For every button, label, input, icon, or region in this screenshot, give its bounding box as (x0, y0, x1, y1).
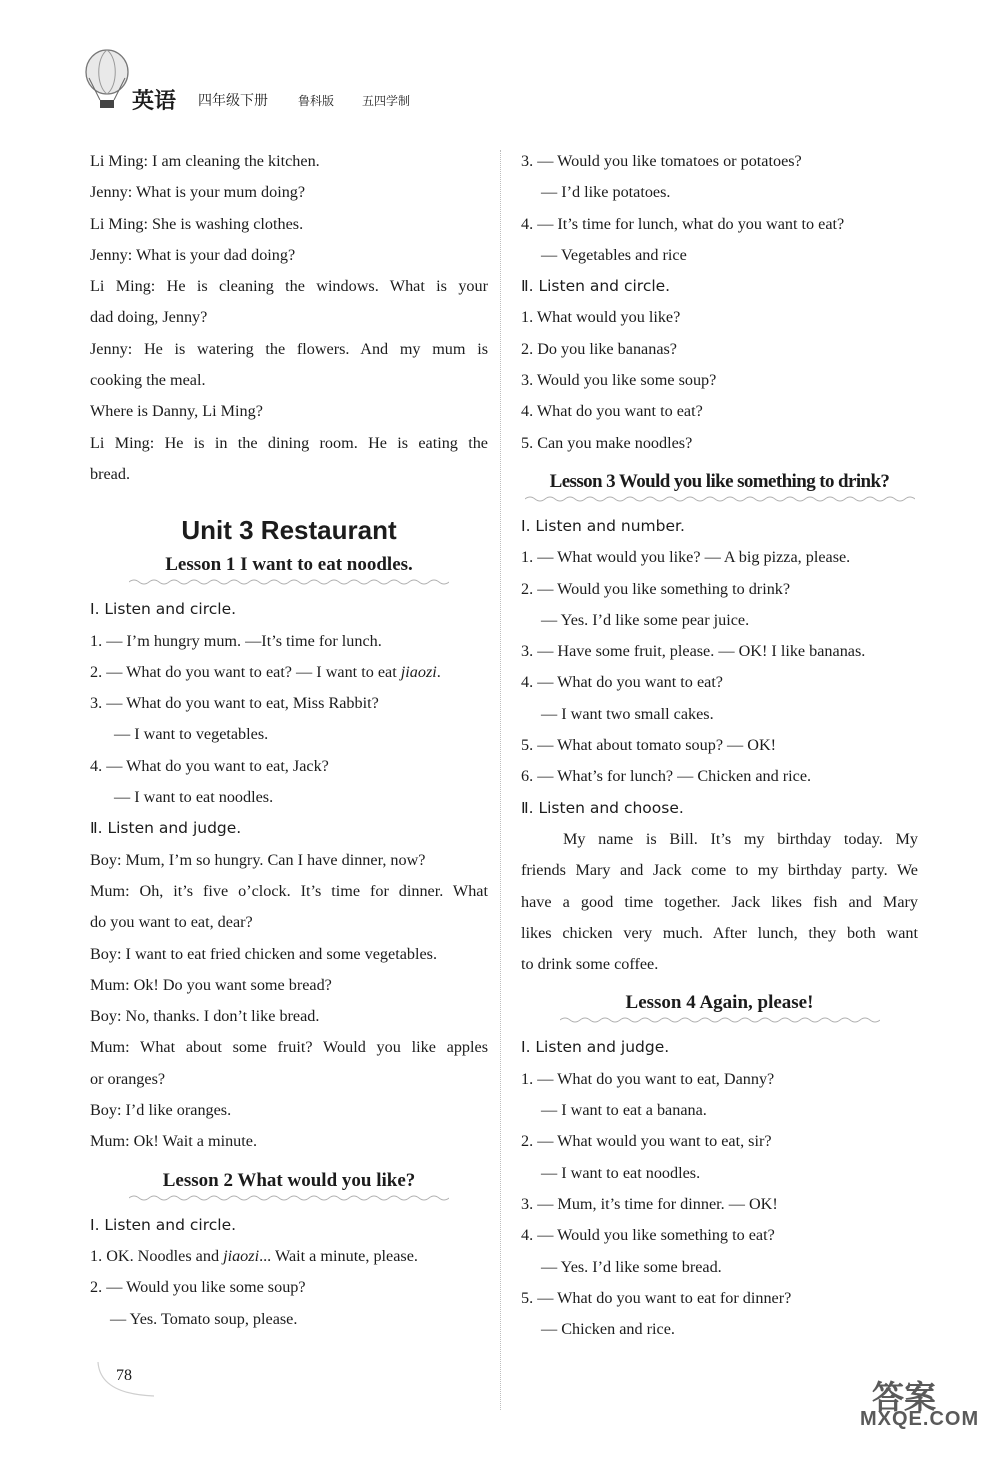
text-line: 5. — What about tomato soup? — OK! (521, 736, 777, 755)
text-line: 2. — What would you want to eat, sir? (521, 1132, 772, 1151)
lesson-title: Lesson 4 Again, please! (625, 992, 814, 1014)
text-line: — Chicken and rice. (541, 1320, 675, 1339)
text-line: 1. What would you like? (521, 308, 681, 327)
wavy-underline-icon (129, 1194, 449, 1202)
right-column (521, 146, 918, 1345)
page-number: 78 (116, 1367, 132, 1384)
text-line: Jenny: What is your mum doing? (90, 183, 306, 202)
text-line: 3. — What do you want to eat, Miss Rabbit? (90, 694, 379, 713)
text-line: 2. — Would you like some soup? (90, 1278, 306, 1297)
text-line: Where is Danny, Li Ming? (90, 402, 263, 421)
edition-label: 鲁科版 (298, 94, 335, 108)
lesson-title: Lesson 2 What would you like? (162, 1169, 416, 1191)
text-line: — Yes. I’d like some pear juice. (541, 610, 750, 629)
wavy-underline-icon (560, 1016, 880, 1024)
watermark-site: MXQE.COM (860, 1408, 980, 1430)
text-line: 1. — What would you like? — A big pizza, please. (521, 548, 851, 567)
text-line: Mum: Ok! Do you want some bread? (90, 975, 332, 994)
text-segment: 2. — What do you want to eat? — I want to eat (90, 662, 397, 681)
subject-title: 英语 (132, 89, 177, 114)
text-line: cooking the meal. (90, 371, 206, 390)
text-line: or oranges? (90, 1069, 166, 1088)
text-line: — I want to vegetables. (114, 725, 269, 744)
italic-word: jiaozi (400, 662, 437, 681)
text-line: 6. — What’s for lunch? — Chicken and rice. (521, 767, 812, 786)
text-line: Boy: Mum, I’m so hungry. Can I have dinner, now? (90, 850, 426, 869)
section-heading: Ⅰ. Listen and circle. (90, 600, 237, 619)
text-line: — I want to eat noodles. (114, 788, 274, 807)
text-line: Li Ming: He is cleaning the windows. What is your (90, 277, 488, 296)
text-line: Jenny: What is your dad doing? (90, 245, 296, 264)
left-column (90, 146, 488, 1335)
text-line: Mum: Oh, it’s five o’clock. It’s time for dinner. What (90, 881, 488, 900)
lesson-title: Lesson 1 I want to eat noodles. (165, 554, 413, 576)
section-heading: Ⅱ. Listen and judge. (90, 819, 242, 838)
text-line: Boy: I want to eat fried chicken and some vegetables. (90, 944, 438, 963)
text-line (90, 1241, 488, 1272)
text-line: dad doing, Jenny? (90, 308, 208, 327)
text-line: 4. — What do you want to eat? (521, 673, 723, 692)
section-heading: Ⅰ. Listen and number. (521, 516, 685, 535)
text-line: 2. — Would you like something to drink? (521, 579, 791, 598)
text-line: Jenny: He is watering the flowers. And my mum is (90, 339, 488, 358)
text-line: — Yes. I’d like some bread. (541, 1257, 722, 1276)
text-line: Li Ming: I am cleaning the kitchen. (90, 152, 320, 170)
text-line: 4. — What do you want to eat, Jack? (90, 756, 329, 775)
text-line: 1. — I’m hungry mum. —It’s time for lunch. (90, 631, 382, 650)
text-line: — Yes. Tomato soup, please. (110, 1309, 298, 1328)
column-divider (500, 150, 501, 1410)
text-line: Mum: Ok! Wait a minute. (90, 1132, 257, 1151)
text-line: Li Ming: He is in the dining room. He is eating the (90, 433, 488, 452)
text-line: 3. — Mum, it’s time for dinner. — OK! (521, 1194, 778, 1213)
text-line: — I want to eat a banana. (541, 1101, 707, 1120)
watermark-logo: 答案 (872, 1378, 937, 1416)
text-line: — Vegetables and rice (541, 245, 687, 264)
text-line: 3. — Have some fruit, please. — OK! I like bananas. (521, 642, 866, 661)
section-heading: Ⅱ. Listen and choose. (521, 798, 684, 817)
paragraph-line: likes chicken very much. After lunch, they both want (521, 923, 918, 942)
unit-title: Unit 3 Restaurant (181, 515, 397, 546)
text-line: 1. — What do you want to eat, Danny? (521, 1069, 775, 1088)
wavy-underline-icon (525, 495, 915, 503)
text-segment: ... Wait a minute, please. (259, 1246, 418, 1265)
text-line: 2. — What do you want to eat? — I want to eat jiaozi. (90, 662, 441, 681)
grade-label: 四年级下册 (198, 93, 268, 109)
paragraph-line: to drink some coffee. (521, 955, 659, 974)
text-line: 4. What do you want to eat? (521, 402, 703, 421)
text-line: 3. Would you like some soup? (521, 371, 717, 390)
text-line: — I want two small cakes. (541, 704, 714, 723)
italic-word: jiaozi (223, 1246, 260, 1265)
paragraph-line: friends Mary and Jack come to my birthday party. We (521, 861, 918, 880)
text-line: Li Ming: She is washing clothes. (90, 214, 304, 233)
text-line: 4. — It’s time for lunch, what do you want to eat? (521, 214, 845, 233)
section-heading: Ⅰ. Listen and judge. (521, 1038, 670, 1057)
text-line: — I’d like potatoes. (541, 183, 671, 202)
text-line: do you want to eat, dear? (90, 913, 253, 932)
text-line: 2. Do you like bananas? (521, 339, 677, 358)
paragraph-line: My name is Bill. It’s my birthday today. My (563, 829, 918, 848)
text-line: — I want to eat noodles. (541, 1163, 701, 1182)
text-line: Boy: I’d like oranges. (90, 1101, 232, 1120)
text-line: Mum: What about some fruit? Would you like apples (90, 1038, 488, 1057)
text-line: 5. Can you make noodles? (521, 433, 693, 452)
school-system-label: 五四学制 (362, 94, 411, 108)
text-line: bread. (90, 464, 130, 483)
text-line: 5. — What do you want to eat for dinner? (521, 1288, 792, 1307)
text-line: 4. — Would you like something to eat? (521, 1226, 775, 1245)
hot-air-balloon-icon (82, 48, 132, 114)
lesson-title: Lesson 3 Would you like something to drink? (549, 470, 890, 492)
text-line: 3. — Would you like tomatoes or potatoes? (521, 152, 802, 170)
section-heading: Ⅰ. Listen and circle. (90, 1215, 237, 1234)
wavy-underline-icon (129, 578, 449, 586)
text-line: Boy: No, thanks. I don’t like bread. (90, 1007, 320, 1026)
page-header (82, 44, 442, 124)
section-heading: Ⅱ. Listen and circle. (521, 277, 671, 296)
text-segment: 1. OK. Noodles and (90, 1246, 220, 1265)
paragraph-line: have a good time together. Jack likes fish and Mary (521, 892, 918, 911)
